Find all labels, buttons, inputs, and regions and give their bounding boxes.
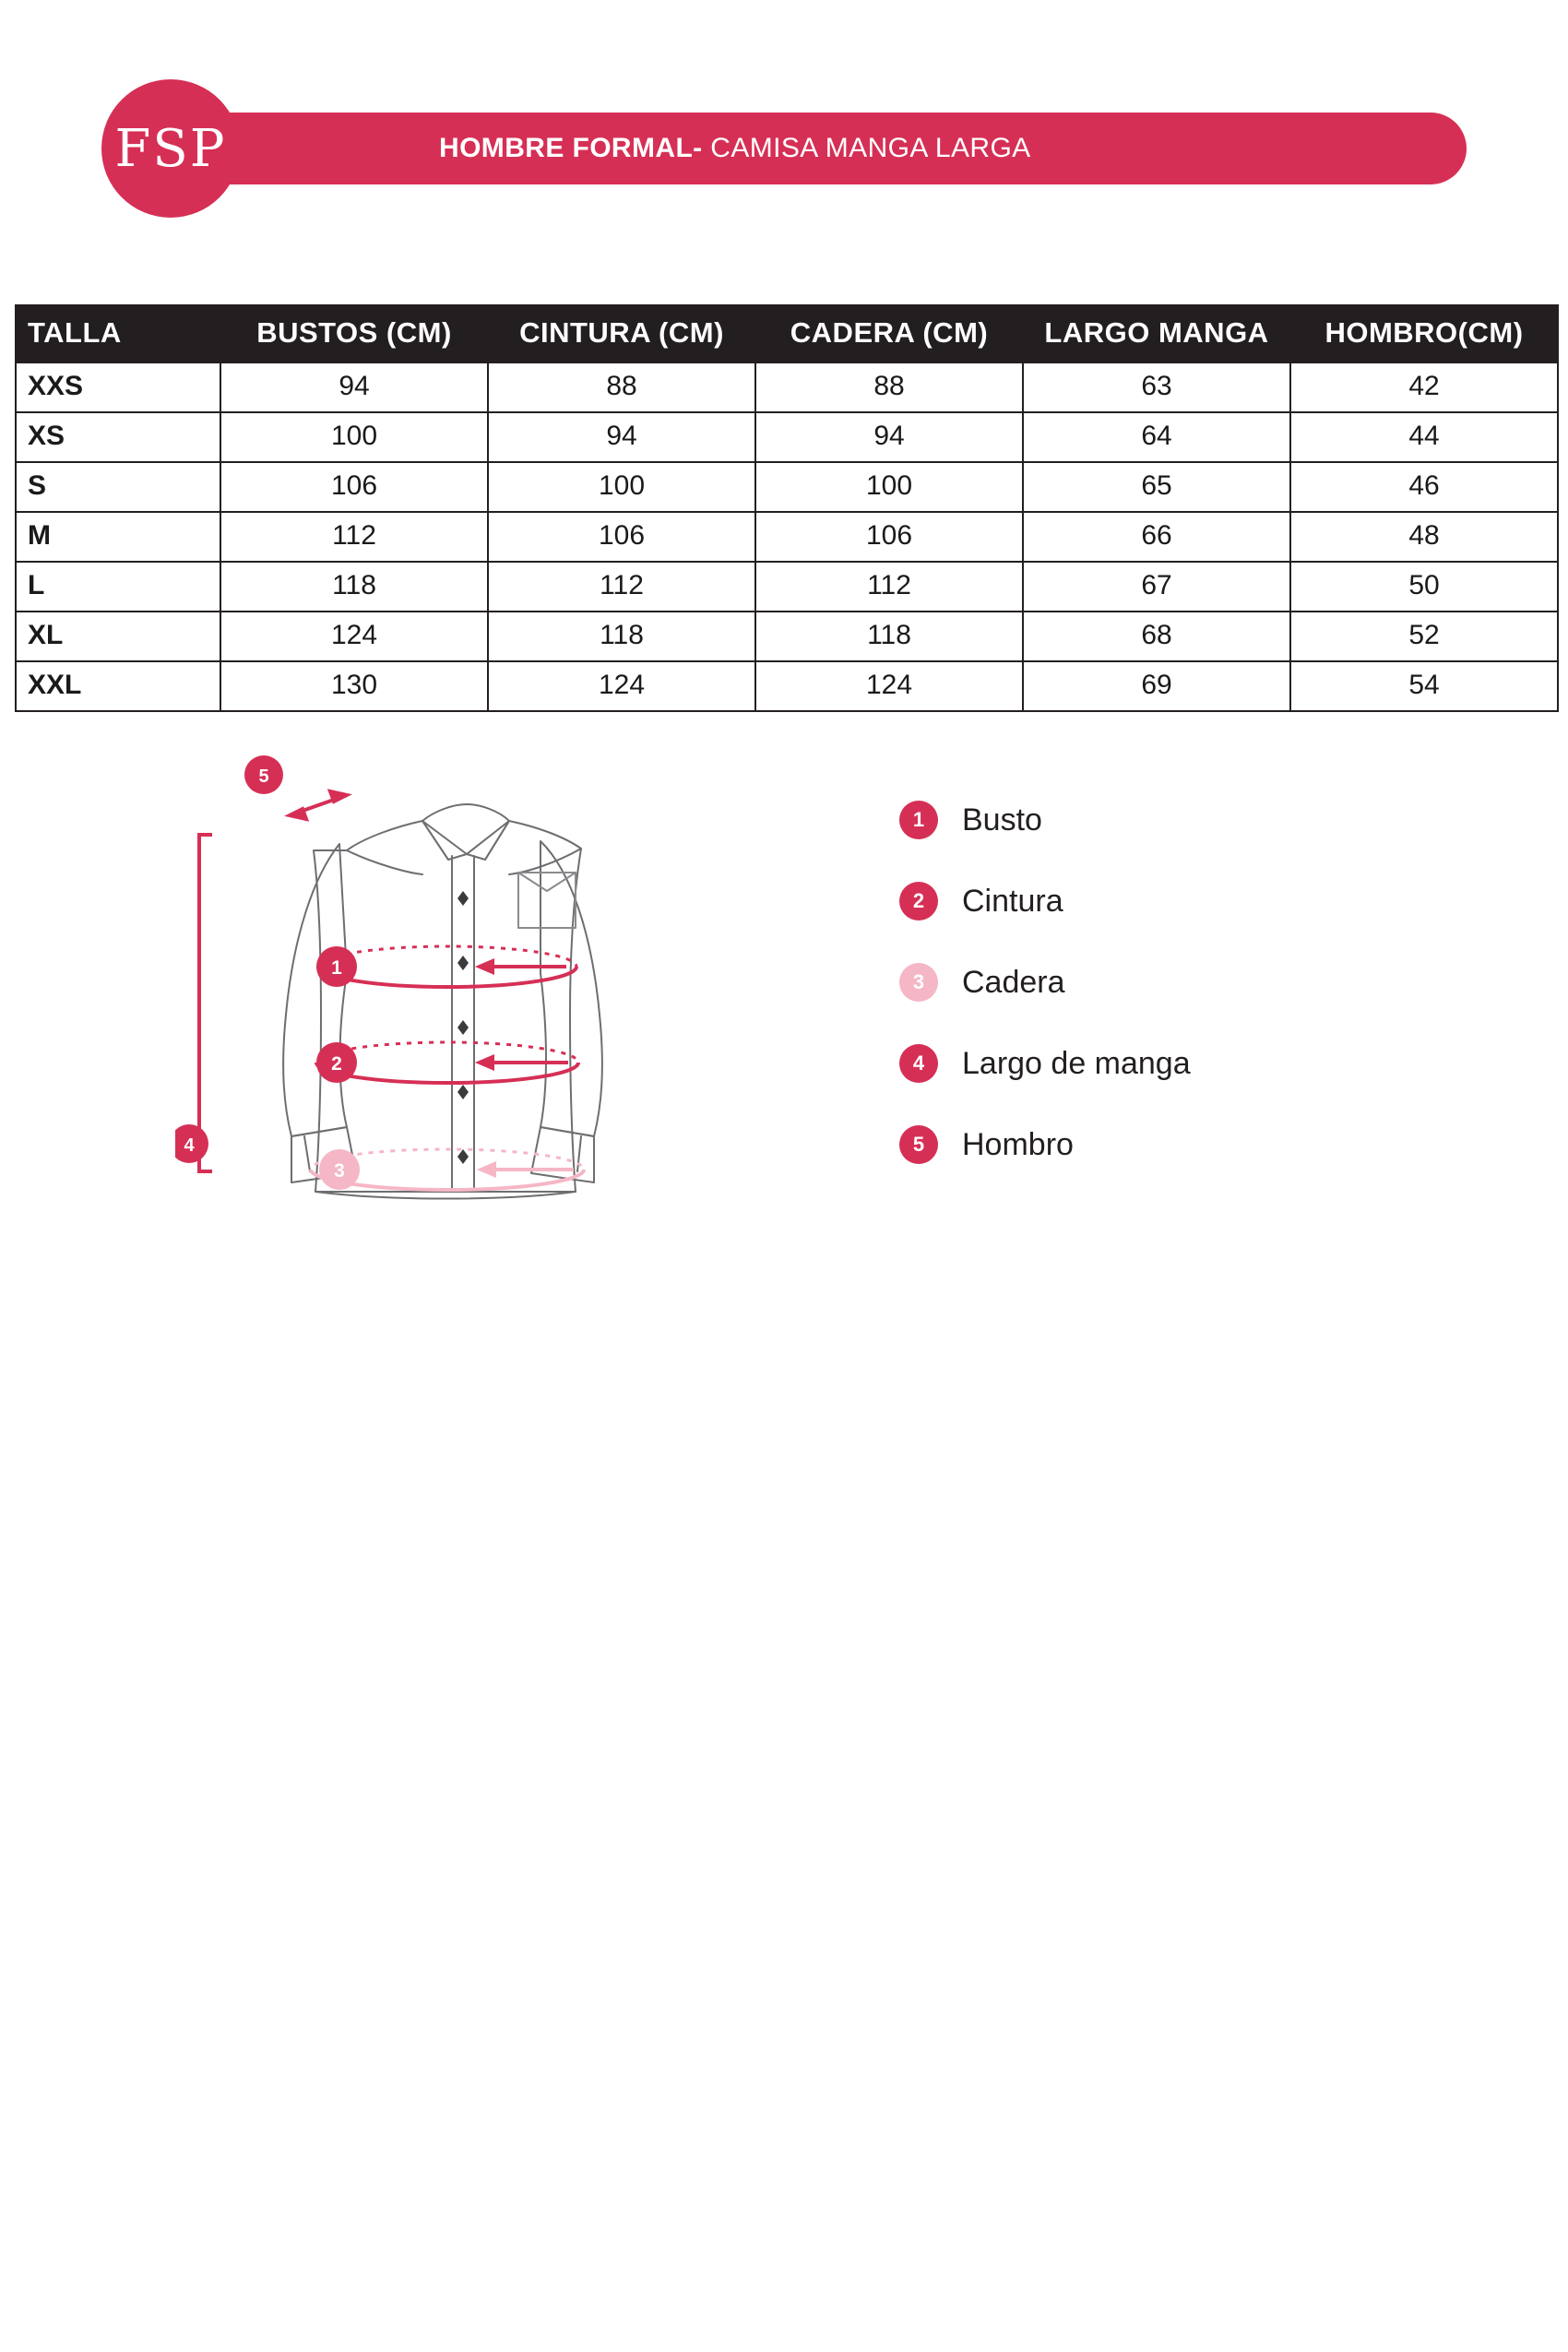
fsp-logo-icon	[101, 79, 240, 218]
table-row	[16, 512, 1558, 562]
legend-item-cadera	[899, 942, 1471, 1023]
cell-largo-manga: 65	[1023, 462, 1290, 512]
cell-largo-manga: 66	[1023, 512, 1290, 562]
logo-text: FSP	[114, 118, 227, 179]
column-header-largo-manga: LARGO MANGA	[1023, 305, 1290, 362]
cell-cintura: 100	[488, 462, 755, 512]
cell-largo-manga: 64	[1023, 412, 1290, 462]
cell-hombro: 46	[1290, 462, 1558, 512]
cell-talla: S	[16, 462, 220, 512]
cell-cadera: 88	[755, 362, 1023, 412]
legend-item-cintura	[899, 861, 1471, 942]
column-header-hombro: HOMBRO(CM)	[1290, 305, 1558, 362]
cell-cadera: 106	[755, 512, 1023, 562]
cell-cintura: 118	[488, 612, 755, 661]
svg-text:5: 5	[258, 766, 269, 787]
legend-label-busto: Busto	[962, 802, 1042, 837]
cell-talla: L	[16, 562, 220, 612]
legend-label-cintura: Cintura	[962, 883, 1063, 919]
svg-text:4: 4	[184, 1135, 195, 1156]
cell-bustos: 112	[220, 512, 488, 562]
cell-bustos: 100	[220, 412, 488, 462]
column-header-bustos: BUSTOS (CM)	[220, 305, 488, 362]
page-title-bold: HOMBRE FORMAL-	[439, 133, 703, 163]
size-table-container	[15, 304, 1557, 712]
legend-badge-4: 4	[899, 1044, 938, 1083]
page-title-rest: CAMISA MANGA LARGA	[702, 133, 1031, 163]
cell-talla: M	[16, 512, 220, 562]
cell-hombro: 44	[1290, 412, 1558, 462]
column-header-cadera: CADERA (CM)	[755, 305, 1023, 362]
legend-item-busto	[899, 779, 1471, 861]
cell-hombro: 52	[1290, 612, 1558, 661]
cell-largo-manga: 68	[1023, 612, 1290, 661]
legend-label-cadera: Cadera	[962, 964, 1065, 1000]
cell-cadera: 100	[755, 462, 1023, 512]
cell-largo-manga: 69	[1023, 661, 1290, 711]
cell-cintura: 106	[488, 512, 755, 562]
cell-bustos: 94	[220, 362, 488, 412]
table-header-row	[16, 305, 1558, 362]
table-row	[16, 562, 1558, 612]
cell-bustos: 130	[220, 661, 488, 711]
table-row	[16, 412, 1558, 462]
table-row	[16, 661, 1558, 711]
legend-badge-2: 2	[899, 882, 938, 921]
cell-talla: XXS	[16, 362, 220, 412]
cell-largo-manga: 67	[1023, 562, 1290, 612]
cell-cintura: 112	[488, 562, 755, 612]
svg-text:3: 3	[334, 1160, 345, 1182]
shirt-diagram	[175, 738, 784, 1310]
cell-cadera: 112	[755, 562, 1023, 612]
table-row	[16, 362, 1558, 412]
legend-label-largo-de-manga: Largo de manga	[962, 1045, 1191, 1081]
svg-text:1: 1	[331, 957, 342, 979]
legend-badge-5: 5	[899, 1125, 938, 1164]
cell-talla: XXL	[16, 661, 220, 711]
column-header-cintura: CINTURA (CM)	[488, 305, 755, 362]
header-banner	[190, 113, 1467, 184]
cell-cadera: 124	[755, 661, 1023, 711]
legend-item-hombro	[899, 1104, 1471, 1185]
cell-cadera: 118	[755, 612, 1023, 661]
cell-hombro: 54	[1290, 661, 1558, 711]
legend	[899, 779, 1471, 1185]
legend-label-hombro: Hombro	[962, 1126, 1074, 1162]
cell-bustos: 118	[220, 562, 488, 612]
cell-bustos: 106	[220, 462, 488, 512]
legend-badge-1: 1	[899, 801, 938, 839]
cell-cintura: 124	[488, 661, 755, 711]
size-table	[15, 304, 1559, 712]
cell-talla: XL	[16, 612, 220, 661]
svg-text:2: 2	[331, 1053, 342, 1075]
page-title	[439, 133, 1031, 164]
cell-largo-manga: 63	[1023, 362, 1290, 412]
cell-hombro: 50	[1290, 562, 1558, 612]
column-header-talla: TALLA	[16, 305, 220, 362]
cell-cintura: 88	[488, 362, 755, 412]
cell-cintura: 94	[488, 412, 755, 462]
table-row	[16, 462, 1558, 512]
legend-badge-3: 3	[899, 963, 938, 1002]
cell-cadera: 94	[755, 412, 1023, 462]
cell-talla: XS	[16, 412, 220, 462]
cell-bustos: 124	[220, 612, 488, 661]
table-row	[16, 612, 1558, 661]
legend-item-largo-de-manga	[899, 1023, 1471, 1104]
page-header	[101, 103, 1467, 192]
cell-hombro: 42	[1290, 362, 1558, 412]
cell-hombro: 48	[1290, 512, 1558, 562]
